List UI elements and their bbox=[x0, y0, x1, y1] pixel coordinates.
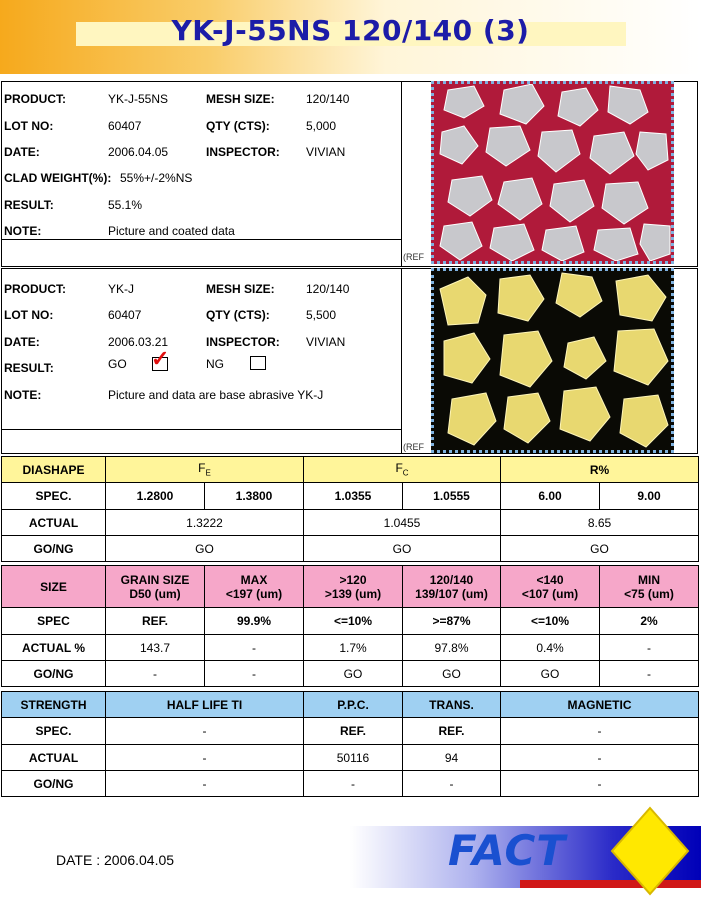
inspector-label: INSPECTOR: bbox=[206, 145, 280, 159]
gong-cell: GO bbox=[106, 536, 304, 562]
actual-cell: 97.8% bbox=[403, 635, 501, 661]
mesh-label: MESH SIZE: bbox=[206, 92, 275, 106]
fc-header: $F_C$ bbox=[304, 457, 501, 483]
under-140-header: <140 <107 (um) bbox=[501, 566, 600, 608]
actual-cell: 1.3222 bbox=[106, 510, 304, 536]
divider bbox=[1, 429, 401, 430]
spec-cell: REF. bbox=[403, 718, 501, 745]
actual-cell: 94 bbox=[403, 745, 501, 771]
spec-cell: 9.00 bbox=[600, 483, 699, 510]
ng-option-label: NG bbox=[206, 357, 224, 371]
qty-label: QTY (CTS): bbox=[206, 308, 270, 322]
inspector-value: VIVIAN bbox=[306, 145, 346, 159]
spec-cell: REF. bbox=[106, 608, 205, 635]
note-label: NOTE: bbox=[4, 224, 42, 238]
qty-label: QTY (CTS): bbox=[206, 119, 270, 133]
divider bbox=[401, 268, 402, 454]
actual-cell: - bbox=[501, 745, 699, 771]
diashape-table bbox=[1, 456, 699, 562]
diamond-logo-icon bbox=[610, 806, 690, 896]
ref-tag: (REF bbox=[403, 442, 424, 452]
actual-cell: 50116 bbox=[304, 745, 403, 771]
half-life-header: HALF LIFE TI bbox=[106, 692, 304, 718]
ppc-header: P.P.C. bbox=[304, 692, 403, 718]
spec-cell: 1.2800 bbox=[106, 483, 205, 510]
gong-cell: GO bbox=[501, 661, 600, 687]
actual-cell: 143.7 bbox=[106, 635, 205, 661]
magnetic-header: MAGNETIC bbox=[501, 692, 699, 718]
lot-value: 60407 bbox=[108, 119, 142, 133]
gong-label: GO/NG bbox=[2, 771, 106, 797]
date-label: DATE: bbox=[4, 145, 40, 159]
page-title: YK-J-55NS 120/140 (3) bbox=[171, 14, 530, 47]
divider bbox=[1, 239, 401, 240]
strength-header: STRENGTH bbox=[2, 692, 106, 718]
spec-cell: - bbox=[501, 718, 699, 745]
over-120-header: >120 >139 (um) bbox=[304, 566, 403, 608]
spec-cell: <=10% bbox=[304, 608, 403, 635]
gong-cell: - bbox=[403, 771, 501, 797]
date-value: 2006.04.05 bbox=[108, 145, 169, 159]
product-value: YK-J-55NS bbox=[108, 92, 169, 106]
checkmark-icon: ✓ bbox=[151, 346, 170, 371]
size-header: SIZE bbox=[2, 566, 106, 608]
actual-cell: 8.65 bbox=[501, 510, 699, 536]
trans-header: TRANS. bbox=[403, 692, 501, 718]
go-option-label: GO bbox=[108, 357, 127, 371]
gong-cell: GO bbox=[304, 536, 501, 562]
mesh-value: 120/140 bbox=[306, 92, 350, 106]
spec-cell: <=10% bbox=[501, 608, 600, 635]
qty-value: 5,000 bbox=[306, 119, 337, 133]
qty-value: 5,500 bbox=[306, 308, 337, 322]
spec-cell: 1.0355 bbox=[304, 483, 403, 510]
note-value: Picture and coated data bbox=[108, 224, 235, 238]
actual-cell: - bbox=[600, 635, 699, 661]
gong-cell: - bbox=[304, 771, 403, 797]
gong-cell: - bbox=[600, 661, 699, 687]
result-label: RESULT: bbox=[4, 361, 54, 375]
result-label: RESULT: bbox=[4, 198, 54, 212]
spec-cell: 1.0555 bbox=[403, 483, 501, 510]
lot-label: LOT NO: bbox=[4, 119, 54, 133]
actual-cell: 1.7% bbox=[304, 635, 403, 661]
mesh-label: MESH SIZE: bbox=[206, 282, 275, 296]
gong-cell: - bbox=[106, 661, 205, 687]
spec-label: SPEC. bbox=[2, 483, 106, 510]
product-value: YK-J bbox=[108, 282, 135, 296]
gong-cell: GO bbox=[403, 661, 501, 687]
gong-label: GO/NG bbox=[2, 536, 106, 562]
clad-weight-label: CLAD WEIGHT(%): bbox=[4, 171, 112, 185]
spec-cell: >=87% bbox=[403, 608, 501, 635]
spec-label: SPEC. bbox=[2, 718, 106, 745]
ref-tag: (REF bbox=[403, 252, 424, 262]
mesh-value: 120/140 bbox=[306, 282, 350, 296]
note-value: Picture and data are base abrasive YK-J bbox=[108, 388, 324, 402]
inspector-value: VIVIAN bbox=[306, 335, 346, 349]
spec-cell: 2% bbox=[600, 608, 699, 635]
spec-cell: REF. bbox=[304, 718, 403, 745]
actual-cell: 0.4% bbox=[501, 635, 600, 661]
spec-cell: 6.00 bbox=[501, 483, 600, 510]
grain-size-header: GRAIN SIZE D50 (um) bbox=[106, 566, 205, 608]
actual-label: ACTUAL bbox=[2, 745, 106, 771]
date-label: DATE: bbox=[4, 335, 40, 349]
footer-date: DATE : 2006.04.05 bbox=[56, 852, 175, 868]
gong-cell: GO bbox=[501, 536, 699, 562]
diashape-header: DIASHAPE bbox=[2, 457, 106, 483]
lot-label: LOT NO: bbox=[4, 308, 54, 322]
max-header: MAX <197 (um) bbox=[205, 566, 304, 608]
spec-cell: - bbox=[106, 718, 304, 745]
note-label: NOTE: bbox=[4, 388, 42, 402]
size-table bbox=[1, 565, 699, 687]
result-value: 55.1% bbox=[108, 198, 143, 212]
gong-cell: - bbox=[205, 661, 304, 687]
product-label: PRODUCT: bbox=[4, 282, 66, 296]
actual-cell: 1.0455 bbox=[304, 510, 501, 536]
inspector-label: INSPECTOR: bbox=[206, 335, 280, 349]
gong-label: GO/NG bbox=[2, 661, 106, 687]
strength-table bbox=[1, 691, 699, 797]
gong-cell: - bbox=[106, 771, 304, 797]
mesh-120-140-header: 120/140 139/107 (um) bbox=[403, 566, 501, 608]
actual-cell: - bbox=[106, 745, 304, 771]
min-header: MIN <75 (um) bbox=[600, 566, 699, 608]
ng-checkbox[interactable] bbox=[250, 356, 266, 370]
coated-diamond-photo bbox=[431, 81, 674, 264]
clad-weight-value: 55%+/-2%NS bbox=[120, 171, 193, 185]
lot-value: 60407 bbox=[108, 308, 142, 322]
product-label: PRODUCT: bbox=[4, 92, 66, 106]
spec-label: SPEC bbox=[2, 608, 106, 635]
spec-cell: 1.3800 bbox=[205, 483, 304, 510]
r-percent-header: R% bbox=[501, 457, 699, 483]
gong-cell: - bbox=[501, 771, 699, 797]
date-value: 2006.03.21 bbox=[108, 335, 169, 349]
base-abrasive-photo bbox=[431, 268, 674, 453]
gong-cell: GO bbox=[304, 661, 403, 687]
spec-cell: 99.9% bbox=[205, 608, 304, 635]
actual-label: ACTUAL % bbox=[2, 635, 106, 661]
fe-header: $F_E$ bbox=[106, 457, 304, 483]
actual-cell: - bbox=[205, 635, 304, 661]
fact-logo: FACT bbox=[448, 826, 566, 875]
divider bbox=[401, 81, 402, 267]
actual-label: ACTUAL bbox=[2, 510, 106, 536]
